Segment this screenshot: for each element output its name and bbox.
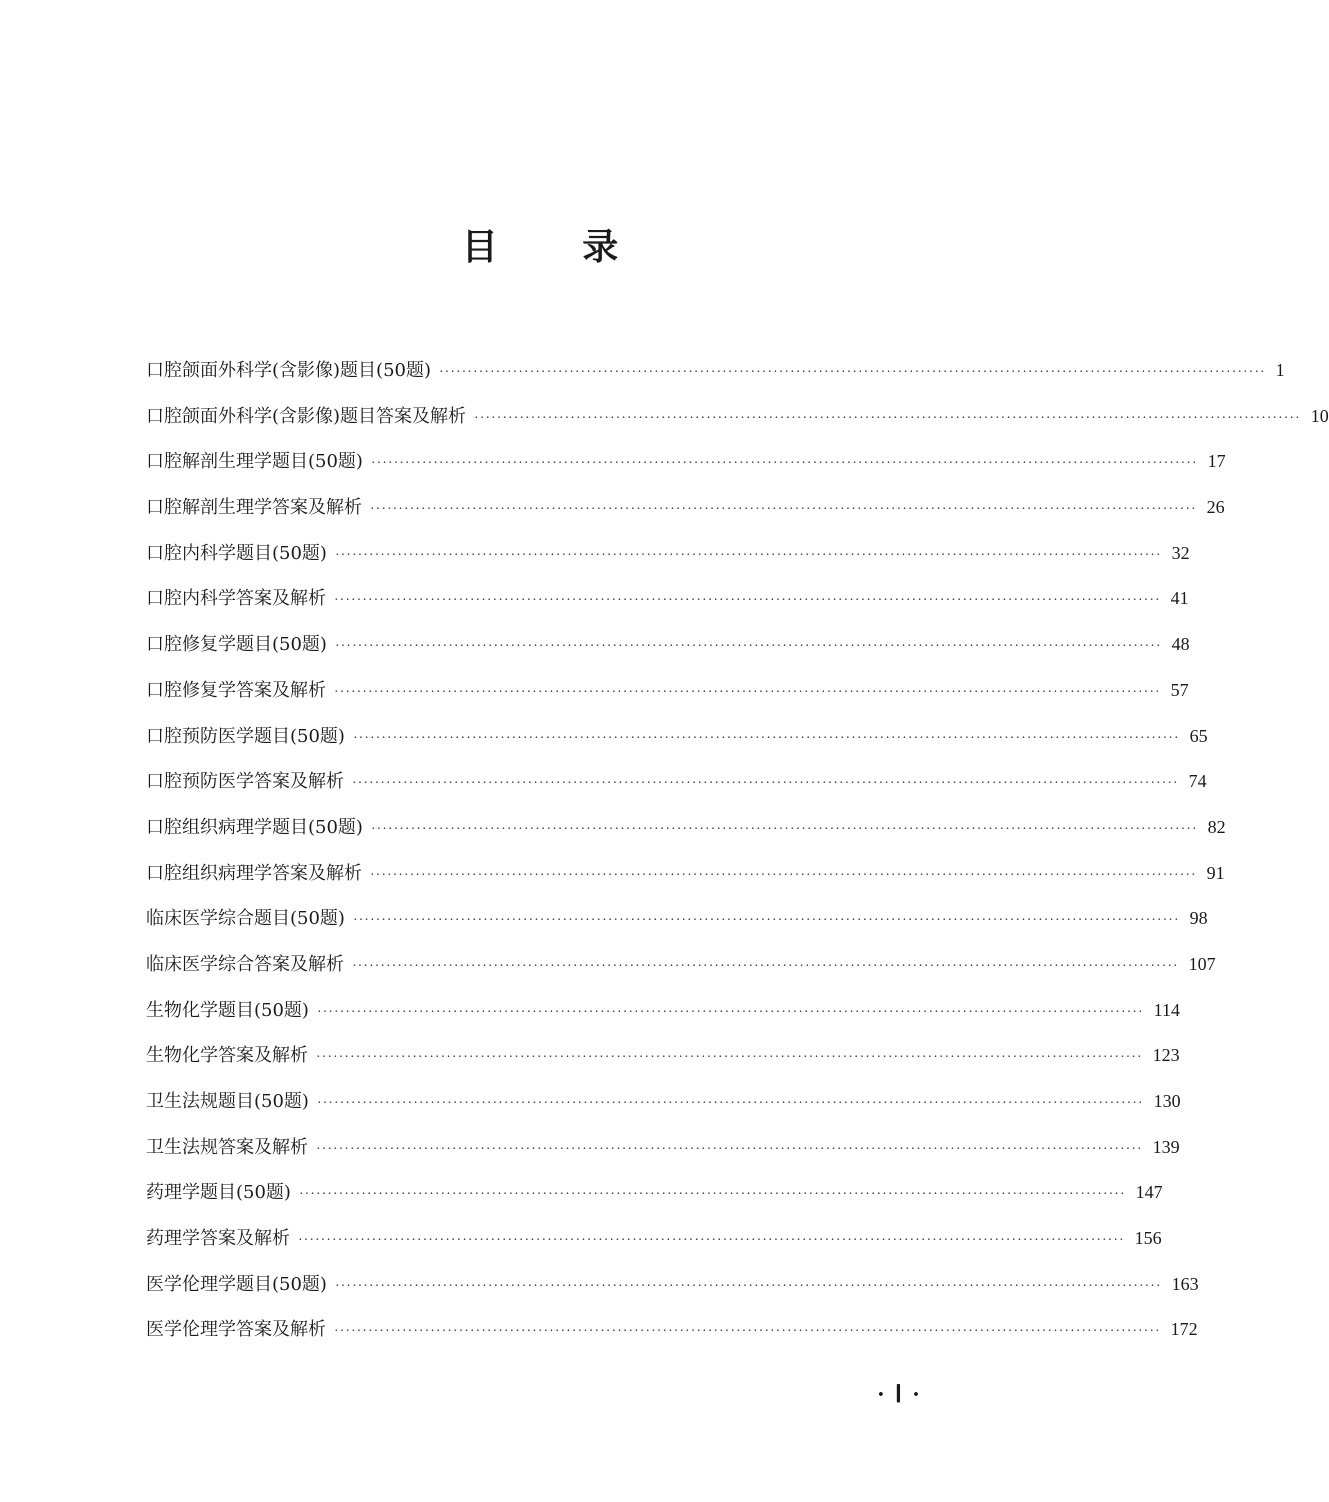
toc-leader-dots: ··················································································································································: [352, 776, 1179, 792]
toc-entry-label: 临床医学综合题目(50题): [146, 908, 345, 930]
toc-leader-dots: ··················································································································································: [316, 1050, 1143, 1066]
toc-entry-label: 临床医学综合答案及解析: [146, 953, 344, 975]
toc-leader-dots: ··················································································································································: [370, 821, 1198, 837]
toc-leader-dots: ··················································································································································: [334, 1324, 1161, 1340]
toc-leader-dots: ··················································································································································: [370, 867, 1197, 883]
toc-entry-label: 卫生法规题目(50题): [146, 1091, 309, 1112]
toc-entry-page: 1: [1275, 360, 1285, 380]
page-number: ·Ⅰ·: [876, 1382, 930, 1408]
toc-leader-dots: ··················································································································································: [352, 913, 1180, 929]
toc-entry[interactable]: [146, 805, 1226, 851]
toc-leader-dots: ··················································································································································: [298, 1187, 1126, 1203]
toc-leader-dots: ··················································································································································: [334, 593, 1161, 609]
toc-entry-label: 口腔组织病理学题目(50题): [146, 816, 363, 838]
toc-entry[interactable]: [146, 896, 1208, 942]
toc-leader-dots: ··················································································································································: [334, 547, 1162, 563]
toc-entry-page: 74: [1188, 771, 1207, 792]
toc-leader-dots: ··················································································································································: [474, 410, 1301, 426]
toc-entry-page: 114: [1153, 999, 1180, 1020]
toc-entry[interactable]: [146, 1307, 1198, 1353]
toc-leader-dots: ··················································································································································: [316, 1096, 1144, 1111]
toc-entry-page: 48: [1171, 634, 1190, 655]
toc-entry-label: 口腔颌面外科学(含影像)题目答案及解析: [146, 405, 467, 427]
toc-leader-dots: ··················································································································································: [352, 730, 1180, 746]
toc-entry-page: 139: [1152, 1136, 1180, 1157]
toc-entry[interactable]: [146, 576, 1189, 622]
toc-entry-page: 82: [1207, 816, 1226, 837]
toc-entry[interactable]: [146, 1125, 1180, 1171]
toc-entry-label: 口腔修复学题目(50题): [146, 634, 327, 656]
toc-entry-label: 口腔内科学题目(50题): [146, 542, 327, 564]
toc-entry-label: 口腔预防医学答案及解析: [146, 771, 344, 793]
toc-leader-dots: ··················································································································································: [334, 639, 1162, 655]
toc-entry-page: 172: [1170, 1319, 1198, 1340]
toc-entry-page: 91: [1206, 862, 1225, 883]
toc-entry-label: 口腔修复学答案及解析: [146, 679, 326, 701]
toc-leader-dots: ··················································································································································: [316, 1004, 1144, 1020]
toc-entry-page: 41: [1170, 588, 1189, 609]
toc-entry-label: 口腔组织病理学答案及解析: [146, 862, 362, 884]
toc-leader-dots: ··················································································································································: [316, 1141, 1143, 1157]
toc-leader-dots: ··················································································································································: [334, 1278, 1162, 1294]
toc-entry-page: 32: [1171, 542, 1190, 563]
toc-entry[interactable]: [146, 439, 1226, 485]
toc-entry[interactable]: [146, 531, 1190, 577]
toc-entry-page: 65: [1189, 725, 1208, 746]
toc-entry-label: 口腔颌面外科学(含影像)题目(50题): [146, 360, 431, 381]
toc-entry[interactable]: [146, 851, 1225, 897]
toc-entry[interactable]: [146, 1262, 1199, 1308]
page-title: 目 录: [461, 226, 655, 268]
toc-entry-label: 口腔内科学答案及解析: [146, 588, 326, 610]
toc-entry-label: 口腔预防医学题目(50题): [146, 725, 345, 747]
toc-leader-dots: ··················································································································································: [370, 502, 1197, 518]
toc-leader-dots: ··················································································································································: [370, 456, 1198, 472]
toc-entry[interactable]: [146, 485, 1225, 531]
toc-entry-page: 98: [1189, 908, 1208, 929]
toc-entry[interactable]: [146, 622, 1190, 668]
toc-entry-page: 26: [1206, 497, 1225, 518]
toc-entry[interactable]: [146, 1170, 1163, 1216]
toc-entry[interactable]: [146, 1216, 1162, 1262]
toc-entry[interactable]: [146, 988, 1180, 1034]
toc-entry[interactable]: [146, 942, 1216, 988]
toc-entry-page: 57: [1170, 679, 1189, 700]
table-of-contents: [146, 348, 1329, 1353]
toc-entry-label: 卫生法规答案及解析: [146, 1136, 308, 1158]
toc-entry-page: 17: [1207, 451, 1226, 472]
toc-entry[interactable]: [146, 1033, 1180, 1079]
toc-entry-page: 156: [1134, 1228, 1162, 1249]
toc-entry[interactable]: [146, 1079, 1181, 1125]
toc-leader-dots: ··················································································································································: [439, 365, 1266, 380]
toc-entry-label: 生物化学答案及解析: [146, 1045, 308, 1067]
toc-entry[interactable]: [146, 668, 1189, 714]
toc-entry[interactable]: [146, 714, 1208, 760]
toc-entry-page: 107: [1188, 953, 1216, 974]
toc-leader-dots: ··················································································································································: [334, 684, 1161, 700]
toc-entry-label: 药理学题目(50题): [146, 1182, 291, 1204]
toc-leader-dots: ··················································································································································: [352, 958, 1179, 974]
toc-entry-page: 163: [1171, 1273, 1199, 1294]
toc-entry[interactable]: [146, 394, 1329, 440]
toc-entry-page: 130: [1153, 1091, 1181, 1111]
toc-entry-label: 口腔解剖生理学题目(50题): [146, 451, 363, 473]
toc-entry-page: 147: [1135, 1182, 1163, 1203]
toc-entry-label: 医学伦理学答案及解析: [146, 1319, 326, 1341]
toc-entry[interactable]: [146, 348, 1285, 394]
toc-leader-dots: ··················································································································································: [298, 1233, 1125, 1249]
toc-entry-label: 口腔解剖生理学答案及解析: [146, 497, 362, 519]
toc-entry-label: 医学伦理学题目(50题): [146, 1273, 327, 1295]
toc-entry-page: 10: [1310, 405, 1329, 426]
toc-entry-page: 123: [1152, 1045, 1180, 1066]
toc-entry-label: 生物化学题目(50题): [146, 999, 309, 1021]
toc-entry[interactable]: [146, 759, 1207, 805]
toc-entry-label: 药理学答案及解析: [146, 1228, 290, 1250]
